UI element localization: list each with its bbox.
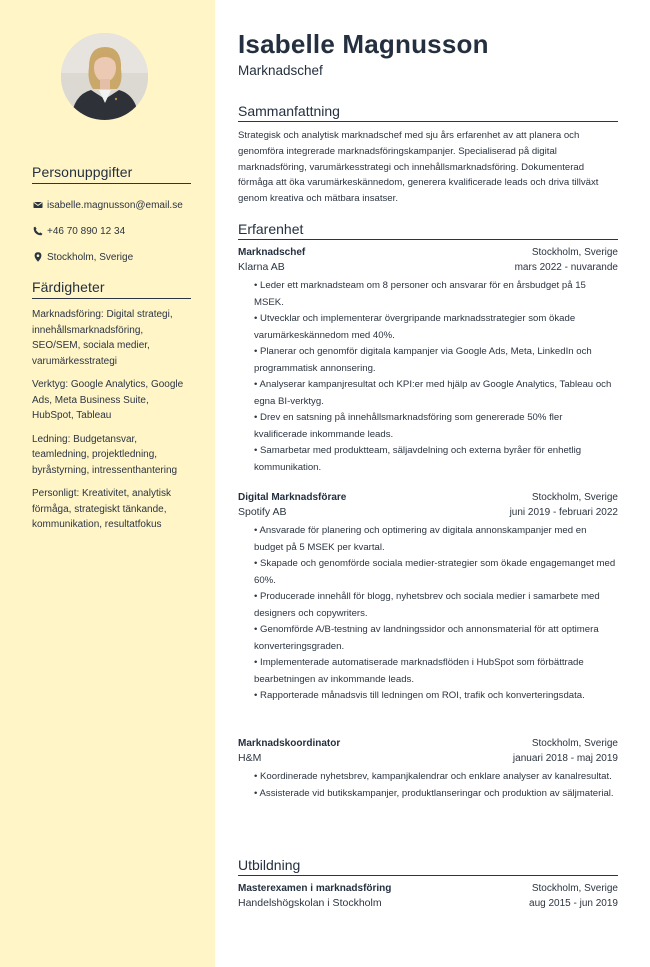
education-title: Utbildning — [238, 857, 618, 876]
school-name: Handelshögskolan i Stockholm — [238, 897, 382, 909]
experience-section — [238, 221, 618, 476]
job-company: Spotify AB — [238, 506, 287, 518]
summary-section — [238, 103, 618, 207]
personal-title: Personuppgifter — [32, 164, 191, 184]
job-title: Digital Marknadsförare — [238, 492, 347, 503]
bullet-item: • Producerade innehåll för blogg, nyhetsbrev och sociala medier i samarbete med designers och copywriters. — [254, 591, 600, 619]
job-dates: juni 2019 - februari 2022 — [509, 507, 618, 518]
job-dates: januari 2018 - maj 2019 — [512, 753, 618, 764]
bullet-item: • Ansvarade för planering och optimering av digitala annonskampanjer med en budget på 5 MSEK per kvartal. — [254, 525, 587, 553]
phone-icon — [32, 226, 43, 237]
profile-photo-image — [61, 33, 148, 120]
job-location: Stockholm, Sverige — [531, 492, 618, 503]
skill-item: Verktyg: Google Analytics, Google Ads, Meta Business Suite, HubSpot, Tableau — [32, 379, 184, 421]
email-text: isabelle.magnusson@email.se — [47, 199, 183, 211]
job-dates: mars 2022 - nuvarande — [514, 262, 618, 273]
bullet-item: • Assisterade vid butikskampanjer, produktlanseringar och produktion av säljmaterial. — [254, 787, 614, 799]
skill-item: Ledning: Budgetansvar, teamledning, projektledning, byråstyrning, intressenthantering — [32, 433, 178, 476]
summary-text: Strategisk och analytisk marknadschef med sju års erfarenhet av att planera och genomföra integrerade marknadsföringskampanjer. Specialiserad på digital marknadsföring, varumärkesstrategi och innehållsmarknadsföring. Dokumenterad förmåga att öka varumärkeskännedom, generera kvalificerade leads och driva tillväxt genom kreativa och mätbara insatser. — [238, 130, 599, 205]
skills-section — [32, 279, 191, 541]
experience-title: Erfarenhet — [238, 221, 618, 240]
job-bullets — [238, 769, 618, 802]
person-role: Marknadschef — [238, 63, 323, 78]
email-row — [32, 192, 191, 218]
degree-title: Masterexamen i marknadsföring — [238, 883, 392, 894]
job-location: Stockholm, Sverige — [531, 738, 618, 749]
education-location: Stockholm, Sverige — [531, 883, 618, 894]
job-title: Marknadskoordinator — [238, 738, 341, 749]
education-dates: aug 2015 - jun 2019 — [529, 898, 618, 909]
map-pin-icon — [32, 252, 43, 263]
skills-title: Färdigheter — [32, 279, 191, 299]
bullet-item: • Koordinerade nyhetsbrev, kampanjkalendrar och enklare analyser av kanalresultat. — [254, 771, 612, 782]
job-company: Klarna AB — [238, 261, 285, 273]
bullet-item: • Rapporterade månadsvis till ledningen om ROI, trafik och konverteringsdata. — [254, 690, 585, 701]
bullet-item: • Analyserar kampanjresultat och KPI:er med hjälp av Google Analytics, Tableau och egna BI-verktyg. — [254, 379, 612, 407]
profile-photo — [61, 33, 148, 120]
bullet-item: • Utvecklar och implementerar övergripande marknadsstrategier som ökade varumärkeskännedom med 40%. — [254, 313, 576, 341]
skill-item: Personligt: Kreativitet, analytisk förmåga, strategiskt tänkande, kommunikation, resultatfokus — [32, 488, 171, 530]
summary-title: Sammanfattning — [238, 103, 618, 122]
bullet-item: • Samarbetar med produktteam, säljavdelning och externa byråer för enhetlig kommunikation. — [254, 445, 582, 473]
job-bullets — [238, 278, 618, 476]
bullet-item: • Planerar och genomför digitala kampanjer via Google Ads, Meta, LinkedIn och programmatisk annonsering. — [254, 346, 592, 374]
phone-text: +46 70 890 12 34 — [47, 225, 126, 237]
envelope-icon — [32, 200, 43, 211]
education-entry — [238, 881, 618, 911]
phone-row — [32, 218, 191, 244]
bullet-item: • Leder ett marknadsteam om 8 personer och ansvarar för en årsbudget på 15 MSEK. — [254, 280, 586, 308]
location-row — [32, 244, 191, 270]
job-entry — [238, 490, 618, 705]
bullet-item: • Implementerade automatiserade marknadsflöden i HubSpot som förbättrade bearbetningen av inkommande leads. — [254, 657, 584, 685]
location-text: Stockholm, Sverige — [47, 251, 134, 263]
education-section — [238, 857, 618, 914]
person-name: Isabelle Magnusson — [238, 29, 489, 59]
job-entry — [238, 736, 618, 802]
bullet-item: • Skapade och genomförde sociala medier-strategier som ökade engagemanget med 60%. — [254, 558, 616, 586]
job-location: Stockholm, Sverige — [531, 247, 618, 258]
job-entry — [238, 245, 618, 476]
job-bullets — [238, 523, 618, 705]
bullet-item: • Genomförde A/B-testning av landningssidor och annonsmaterial för att optimera konverteringsgraden. — [254, 624, 599, 652]
personal-section — [32, 164, 191, 270]
skill-item: Marknadsföring: Digital strategi, innehållsmarknadsföring, SEO/SEM, sociala medier, varumärkesstrategi — [32, 309, 173, 367]
job-company: H&M — [238, 752, 262, 764]
bullet-item: • Drev en satsning på innehållsmarknadsföring som genererade 50% fler kvalificerade inkommande leads. — [254, 412, 563, 440]
job-title: Marknadschef — [238, 247, 306, 258]
